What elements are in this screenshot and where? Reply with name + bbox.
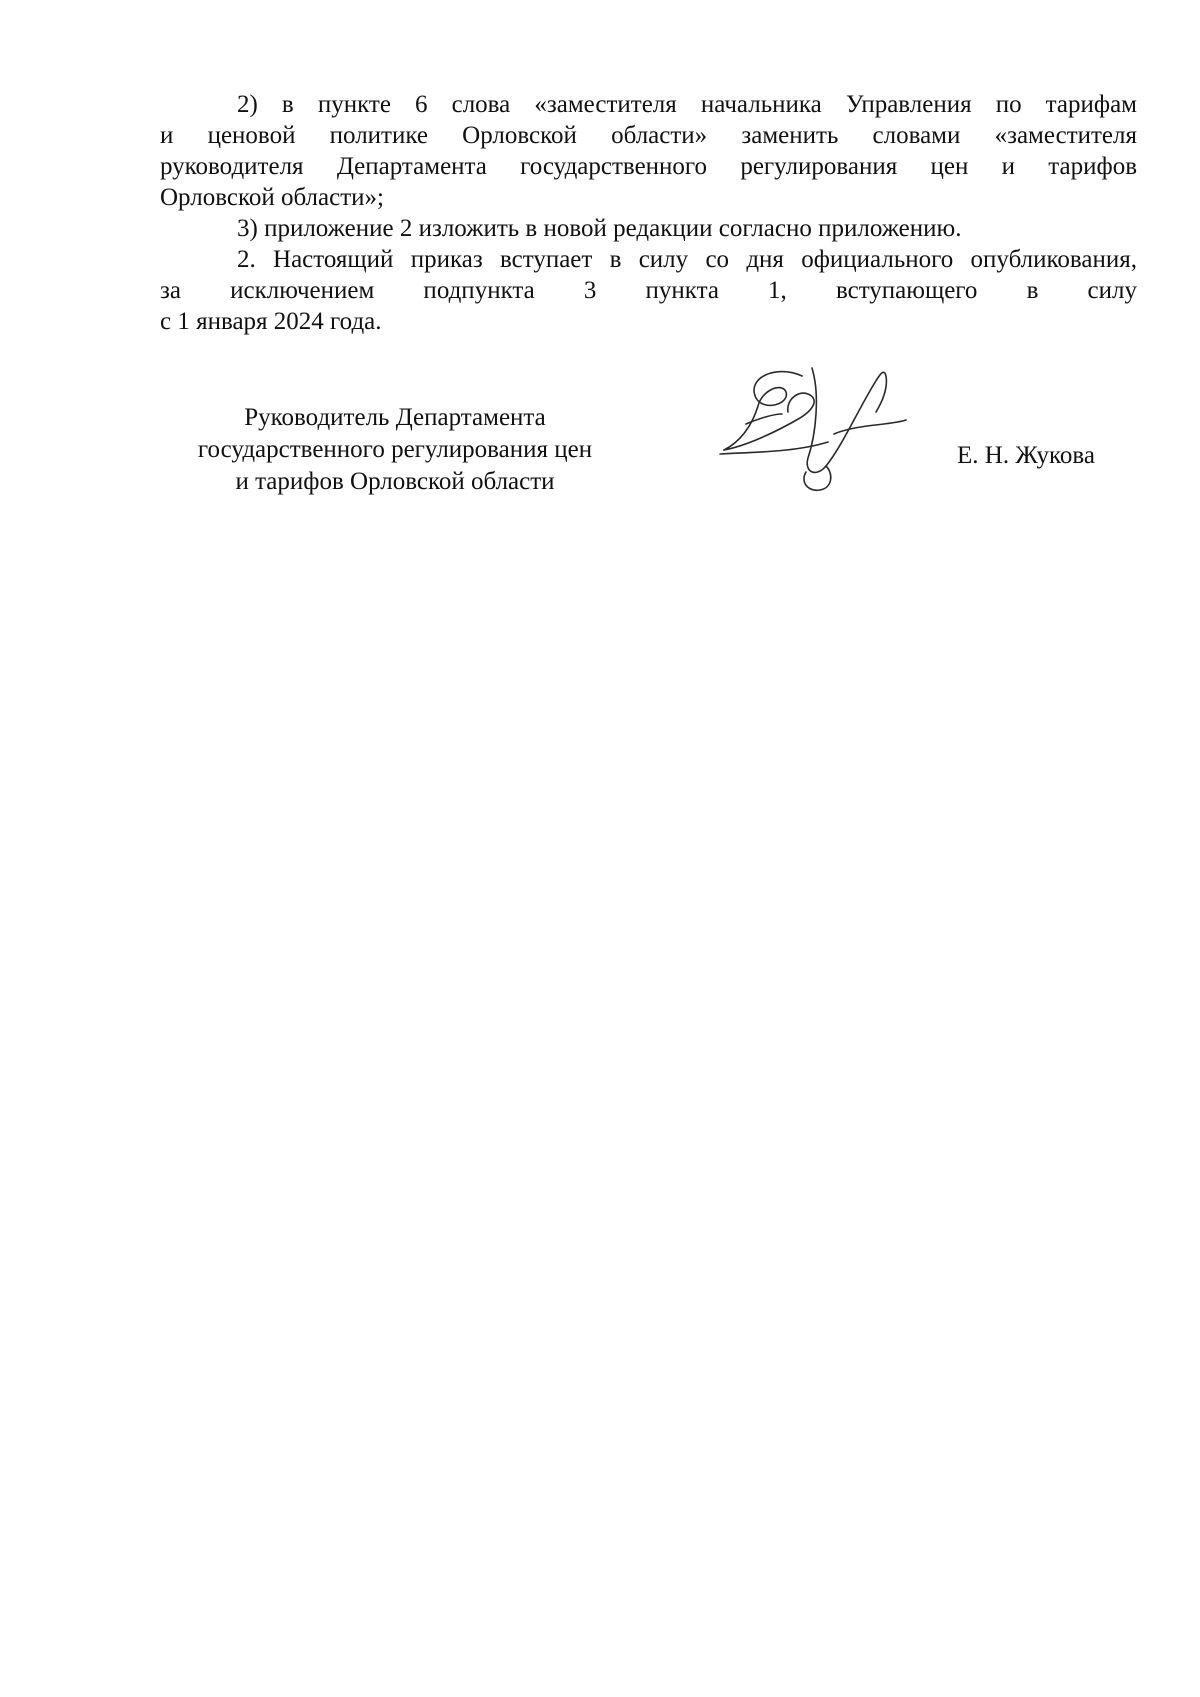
paragraph-clause-2 (160, 244, 1137, 337)
text-line: 2. Настоящий приказ вступает в силу со дня официального опубликования, (237, 246, 1137, 273)
text-line: руководителя Департамента государственного регулирования цен и тарифов (160, 153, 1137, 180)
signature-stroke (724, 372, 802, 450)
text-line: 3) приложение 2 изложить в новой редакции согласно приложению. (237, 215, 962, 242)
signature-stroke (804, 466, 831, 490)
text-line: 2) в пункте 6 слова «заместителя начальника Управления по тарифам (237, 91, 1137, 118)
text-line: Орловской области»; (160, 184, 384, 211)
signature-stroke (746, 414, 782, 424)
handwritten-signature (716, 354, 926, 494)
text-line: за исключением подпункта 3 пункта 1, вступающего в силу (160, 277, 1137, 304)
position-line: и тарифов Орловской области (235, 468, 555, 495)
document-body (160, 89, 1137, 337)
signature-stroke (807, 368, 886, 472)
position-line: Руководитель Департамента (244, 404, 546, 431)
text-line: с 1 января 2024 года. (160, 308, 382, 335)
text-line: и ценовой политике Орловской области» заменить словами «заместителя (160, 122, 1137, 149)
paragraph-item-3 (160, 213, 1137, 244)
position-line: государственного регулирования цен (197, 436, 593, 463)
signer-name: Е. Н. Жукова (957, 442, 1095, 469)
signature-stroke (834, 420, 906, 434)
signatory-position (160, 402, 630, 498)
paragraph-item-2 (160, 89, 1137, 213)
